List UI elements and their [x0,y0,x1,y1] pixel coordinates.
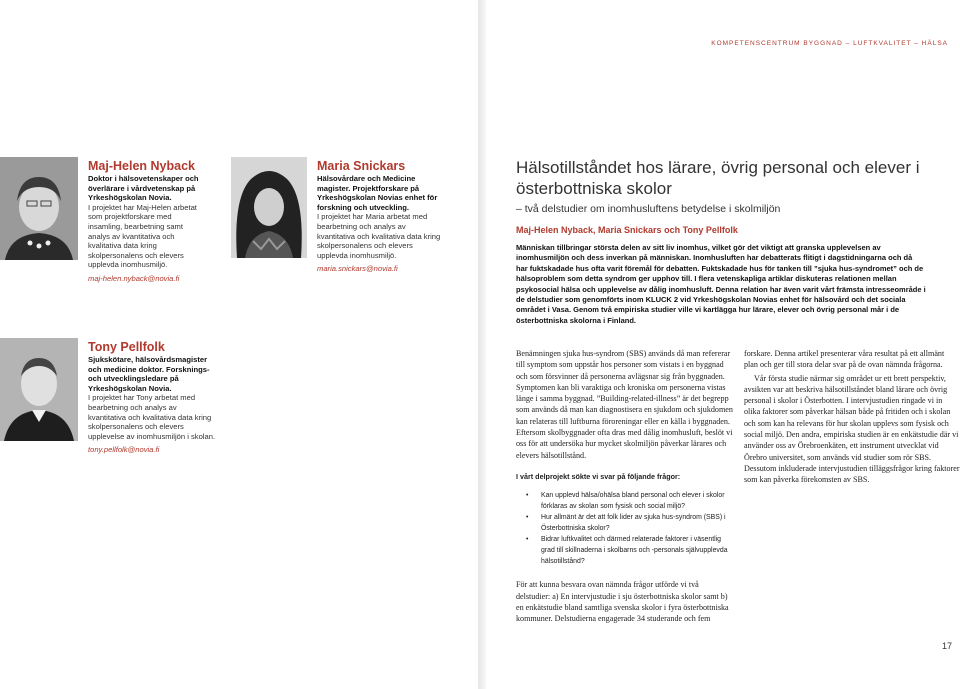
running-head: KOMPETENSCENTRUM BYGGNAD – LUFTKVALITET – HÄLSA [711,40,948,47]
bio-description: I projektet har Maria arbetat med bearbetning och analys av kvantitativa och kvalitativa data kring skolpersonalens och elevers upplevda inomhusmiljö. [317,212,441,260]
paragraph: Benämningen sjuka hus-syndrom (SBS) används då man refererar till symptom som uppstår hos personer som vistats i en byggnad och som försvinner då personerna avlägsnar sig från byggnaden. Symptomen kan bli varaktiga och kroniska om personerna vistas länge i samma byggnad. ”Building-related-illness” är det begrepp som används då man kan diagnostisera en sjukdom och sjukdomen kan relateras till luftburna föroreningar eller en källa i byggnaden. Eftersom skolbyggnader ofta dras med dålig inomhusluft, beslöt vi oss för att undersöka hur mycket skolmiljön påverkar lärares och elevers hälsotillstånd. [516,349,733,460]
article-ingress: Människan tillbringar största delen av sitt liv inomhus, vilket gör det viktigt att granska upplevelsen av inomhusmiljön och dess inverkan på människan. Inomhusluften har debatterats flitigt i dagstidningarna och då har fuktskadade hus ofta varit föremål för debatten. Fuktskadade hus för tanken till ”sjuka hus-syndromet” och de hälsoproblem som detta syndrom ger upphov till. I flera vetenskapliga artiklar diskuteras relationen mellan psykosocial hälsa och upplevelse av dålig inomhusluft. Denna relation har även varit vårt främsta intresseområde i de delstudier som genomförts inom KLUCK 2 vid Yrkeshögskolan Novias enhet för hälsovård och det sociala området i Vasa. Genom två empiriska studier ville vi kartlägga hur lärare, elever och övrig personal mår i de österbottniska skolorna i Finland. [516,243,926,325]
bio-email-link[interactable]: tony.pellfolk@novia.fi [88,445,160,455]
bio-email-link[interactable]: maj-helen.nyback@novia.fi [88,273,180,283]
bio-name: Maj-Helen Nyback [88,159,195,173]
questions-list [516,490,734,567]
page-number: 17 [941,641,952,651]
portrait-maria [231,157,307,258]
bio-maria [317,159,445,274]
bio-name: Maria Snickars [317,159,406,173]
page-gutter [478,0,486,689]
paragraph: Vår första studie närmar sig området ur ett brett perspektiv, avsikten var att beskriva hälsotillståndet bland lärare och övrig personal i skolor i Österbotten. I intervjustudien ringade vi in olika faktorer som påverkar hälsan både på fritiden och i skolan och som kan ha relevans för hur skolan upplevs som fysisk och social miljö. Den andra, empiriska studien är en enkätstudie där vi använder oss av Örebroenkäten, ett instrument utvecklat vid Örebro universitet, som används vid studier som rör SBS. Dessutom inkluderade intervjustudien tilläggsfrågor kring faktorer som kan påverka förekomsten av SBS. [744,373,960,485]
left-page [0,0,478,689]
bio-role: Doktor i hälsovetenskaper och överlärare i vårdvetenskap på Yrkeshögskolan Novia. [88,174,199,203]
column-1 [516,348,734,626]
bio-description: I projektet har Tony arbetat med bearbetning och analys av kvantitativa och kvalitativa data kring skolpersonalens och elevers upplevelse av inomhusmiljön i skolan. [88,393,216,441]
article-headline: Hälsotillståndet hos lärare, övrig personal och elever i österbottniska skolor [516,158,920,198]
paragraph: För att kunna besvara ovan nämnda frågor utförde vi två delstudier: a) En intervjustudie i sju österbottniska skolor samt b) en enkätstudie bland samtliga svenska skolor i fyra österbottniska kommuner. Delstudierna engagerade 34 studerande och fem [516,580,729,624]
column-2 [744,348,960,488]
article-authors: Maj-Helen Nyback, Maria Snickars och Tony Pellfolk [516,225,738,235]
bio-description: I projektet har Maj-Helen arbetat som projektforskare med insamling, bearbetning samt analys av kvantitativa och kvalitativa data kring skolpersonalens och elevers upplevda inomhusmiljö. [88,202,197,270]
bio-role: Hälsovårdare och Medicine magister. Projektforskare på Yrkeshögskolan Novias enhet för forskning och utveckling. [317,174,438,212]
right-page [486,0,960,689]
paragraph: forskare. Denna artikel presenterar våra resultat på ett allmänt plan och ger till stora delar svar på de ovan nämnda frågorna. [744,349,945,370]
list-item: • Kan upplevd hälsa/ohälsa bland personal och elever i skolor förklaras av skolan som fysisk och social miljö? [516,490,734,512]
bio-name: Tony Pellfolk [88,340,165,354]
portrait-maj-helen [0,157,78,260]
bio-email-link[interactable]: maria.snickars@novia.fi [317,264,398,274]
portrait-tony [0,338,78,441]
questions-title: I vårt delprojekt sökte vi svar på följande frågor: [516,471,681,481]
article-subhead: – två delstudier om inomhusluftens betydelse i skolmiljön [516,203,781,215]
bio-tony [88,340,216,455]
list-item: • Hur allmänt är det att folk lider av sjuka hus-syndrom (SBS) i Österbottniska skolor? [516,512,734,534]
list-item: • Bidrar luftkvalitet och därmed relaterade faktorer i väsentlig grad till skillnaderna i skolbarns och -personals självupplevda hälsotillstånd? [516,534,734,567]
bio-maj-helen [88,159,206,284]
bio-role: Sjukskötare, hälsovårdsmagister och medicine doktor. Forsknings- och utvecklingsledare på Yrkeshögskolan Novia. [88,355,210,393]
